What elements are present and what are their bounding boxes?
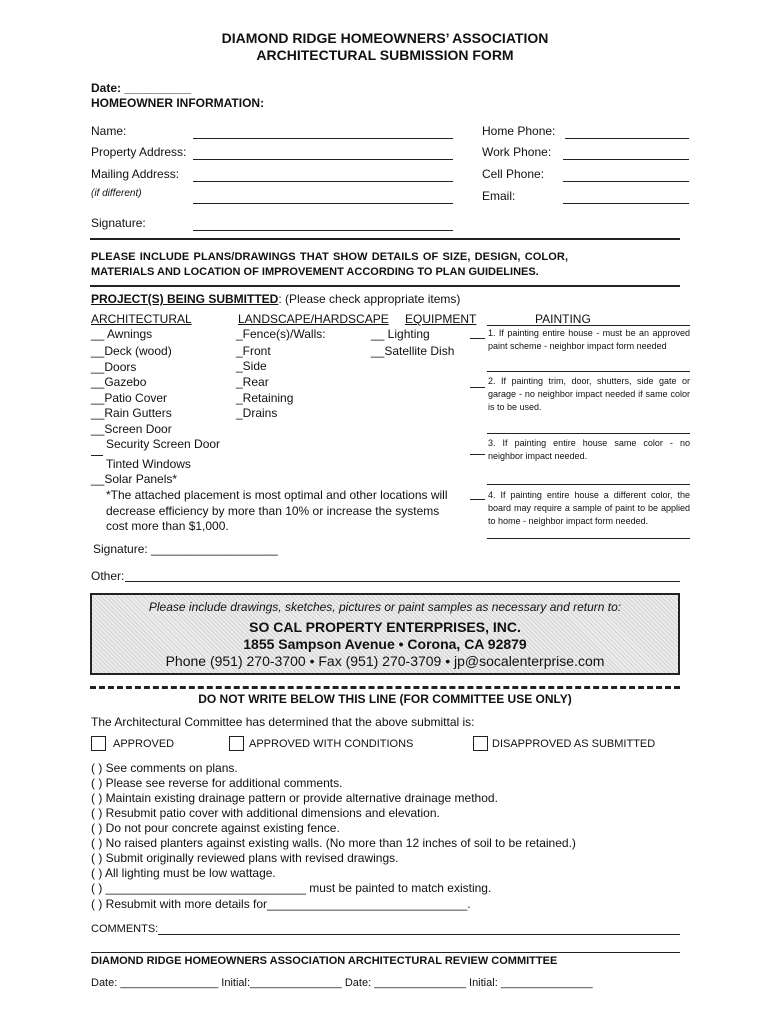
landscape-rear[interactable]: _Rear <box>236 375 269 389</box>
approved-conditions-label: APPROVED WITH CONDITIONS <box>249 738 414 750</box>
condition-item[interactable]: ( ) Submit originally reviewed plans with revised drawings. <box>91 851 399 865</box>
painting-check-2[interactable] <box>470 387 485 388</box>
date-label: Date: __________ <box>91 81 192 95</box>
work-phone-field[interactable] <box>563 159 689 160</box>
cell-phone-field[interactable] <box>563 181 689 182</box>
condition-item[interactable]: ( ) No raised planters against existing walls. (No more than 12 inches of soil to be retained.) <box>91 836 576 850</box>
disapproved-label: DISAPPROVED AS SUBMITTED <box>492 738 656 750</box>
property-address-field[interactable] <box>193 159 453 160</box>
form-title-line2: ARCHITECTURAL SUBMISSION FORM <box>256 47 514 63</box>
comments-field[interactable] <box>158 934 680 935</box>
solar-note-line2: decrease efficiency by more than 10% or increase the systems <box>106 504 440 518</box>
instructions-line1: PLEASE INCLUDE PLANS/DRAWINGS THAT SHOW DETAILS OF SIZE, DESIGN, COLOR, <box>91 251 569 263</box>
comments-label: COMMENTS: <box>91 923 159 935</box>
projects-heading: PROJECT(S) BEING SUBMITTED <box>91 292 279 306</box>
arch-patio-cover[interactable]: __Patio Cover <box>91 391 168 405</box>
other-field[interactable] <box>125 581 680 582</box>
painting-check-3[interactable] <box>470 454 485 455</box>
painting-divider-1 <box>487 371 690 372</box>
homeowner-info-heading: HOMEOWNER INFORMATION: <box>91 96 265 110</box>
arch-tinted-checkline[interactable] <box>91 455 103 456</box>
condition-item[interactable]: ( ) Do not pour concrete against existing fence. <box>91 821 340 835</box>
painting-check-1[interactable] <box>470 338 485 339</box>
home-phone-label: Home Phone: <box>482 124 556 138</box>
painting-option-3: 3. If painting entire house same color - no neighbor impact needed. <box>488 438 690 461</box>
comments-field-2[interactable] <box>91 952 680 953</box>
cut-line <box>90 686 680 689</box>
email-label: Email: <box>482 189 516 203</box>
landscape-side[interactable]: _Side <box>236 359 267 373</box>
signature-label: Signature: <box>91 216 146 230</box>
condition-item[interactable]: ( ) Please see reverse for additional comments. <box>91 776 343 790</box>
review-committee-title: DIAMOND RIDGE HOMEOWNERS ASSOCIATION ARCHITECTURAL REVIEW COMMITTEE <box>91 955 558 967</box>
condition-item[interactable]: ( ) ______________________________ must be painted to match existing. <box>91 881 492 895</box>
projects-heading-row <box>91 292 460 306</box>
painting-divider-4 <box>487 538 690 539</box>
section-divider <box>90 238 680 240</box>
approved-conditions-checkbox[interactable] <box>229 736 244 751</box>
projects-heading-note: : (Please check appropriate items) <box>278 292 461 306</box>
condition-item[interactable]: ( ) All lighting must be low wattage. <box>91 866 276 880</box>
committee-determined: The Architectural Committee has determined that the above submittal is: <box>91 715 475 729</box>
disapproved-checkbox[interactable] <box>473 736 488 751</box>
name-label: Name: <box>91 124 127 138</box>
company-address: 1855 Sampson Avenue • Corona, CA 92879 <box>243 636 527 652</box>
name-field[interactable] <box>193 138 453 139</box>
landscape-fence[interactable]: _Fence(s)/Walls: <box>236 327 326 341</box>
return-instruction: Please include drawings, sketches, pictures or paint samples as necessary and return to: <box>148 600 622 614</box>
if-different-note: (if different) <box>91 188 142 199</box>
condition-item[interactable]: ( ) Resubmit patio cover with additional dimensions and elevation. <box>91 806 440 820</box>
painting-title-underline <box>487 325 690 326</box>
company-contact: Phone (951) 270-3700 • Fax (951) 270-3709 • jp@socalenterprise.com <box>165 653 605 669</box>
mailing-address-field[interactable] <box>193 181 453 182</box>
mailing-address-label: Mailing Address: <box>91 167 180 181</box>
committee-signoff[interactable]: Date: ________________ Initial:_______________ Date: _______________ Initial: _______________ <box>91 977 593 989</box>
approved-checkbox[interactable] <box>91 736 106 751</box>
painting-option-2: 2. If painting trim, door, shutters, side gate or garage - no neighbor impact needed if same color is to be used. <box>488 376 690 412</box>
return-to-box <box>90 593 680 675</box>
painting-title: PAINTING <box>535 312 591 326</box>
arch-doors[interactable]: __Doors <box>91 360 137 374</box>
instructions-line2: MATERIALS AND LOCATION OF IMPROVEMENT ACCORDING TO PLAN GUIDELINES. <box>91 266 539 278</box>
property-address-label: Property Address: <box>91 145 187 159</box>
other-label: Other: <box>91 569 125 583</box>
section-divider-2 <box>90 285 680 287</box>
condition-item[interactable]: ( ) Maintain existing drainage pattern or provide alternative drainage method. <box>91 791 498 805</box>
solar-note-line3: cost more than $1,000. <box>106 519 229 533</box>
committee-only-heading: DO NOT WRITE BELOW THIS LINE (FOR COMMITTEE USE ONLY) <box>198 692 572 706</box>
form-title-line1: DIAMOND RIDGE HOMEOWNERS’ ASSOCIATION <box>221 30 549 46</box>
architectural-title: ARCHITECTURAL <box>91 312 192 326</box>
painting-check-4[interactable] <box>470 499 485 500</box>
landscape-front[interactable]: _Front <box>236 344 271 358</box>
painting-option-4: 4. If painting entire house a different color, the board may require a sample of paint to be applied to home - neighbor impact form needed. <box>488 490 690 526</box>
landscape-title: LANDSCAPE/HARDSCAPE <box>238 312 389 326</box>
arch-tinted-windows[interactable]: Tinted Windows <box>106 457 191 471</box>
signature-field[interactable] <box>193 230 453 231</box>
painting-divider-2 <box>487 433 690 434</box>
equipment-lighting[interactable]: __ Lighting <box>371 327 430 341</box>
arch-awnings[interactable]: __ Awnings <box>91 327 153 341</box>
condition-item[interactable]: ( ) Resubmit with more details for______________________________. <box>91 897 471 911</box>
equipment-satellite[interactable]: __Satellite Dish <box>371 344 455 358</box>
approved-label: APPROVED <box>113 738 175 750</box>
company-name: SO CAL PROPERTY ENTERPRISES, INC. <box>249 619 521 635</box>
condition-item[interactable]: ( ) See comments on plans. <box>91 761 238 775</box>
work-phone-label: Work Phone: <box>482 145 552 159</box>
landscape-drains[interactable]: _Drains <box>236 406 278 420</box>
solar-note-line1: *The attached placement is most optimal and other locations will <box>106 488 448 502</box>
landscape-retaining[interactable]: _Retaining <box>236 391 294 405</box>
email-field[interactable] <box>563 203 689 204</box>
equipment-title: EQUIPMENT <box>405 312 477 326</box>
arch-security-screen-door[interactable]: Security Screen Door <box>106 437 221 451</box>
home-phone-field[interactable] <box>565 138 689 139</box>
painting-option-1: 1. If painting entire house - must be an approved paint scheme - neighbor impact form needed <box>488 328 690 351</box>
mailing-address-field-2[interactable] <box>193 203 453 204</box>
arch-rain-gutters[interactable]: __Rain Gutters <box>91 406 172 420</box>
cell-phone-label: Cell Phone: <box>482 167 545 181</box>
arch-deck[interactable]: __Deck (wood) <box>91 344 172 358</box>
arch-screen-door[interactable]: __Screen Door <box>91 422 172 436</box>
project-signature[interactable]: Signature: ___________________ <box>93 542 278 556</box>
painting-divider-3 <box>487 484 690 485</box>
arch-solar-panels[interactable]: __Solar Panels* <box>91 472 178 486</box>
arch-gazebo[interactable]: __Gazebo <box>91 375 147 389</box>
